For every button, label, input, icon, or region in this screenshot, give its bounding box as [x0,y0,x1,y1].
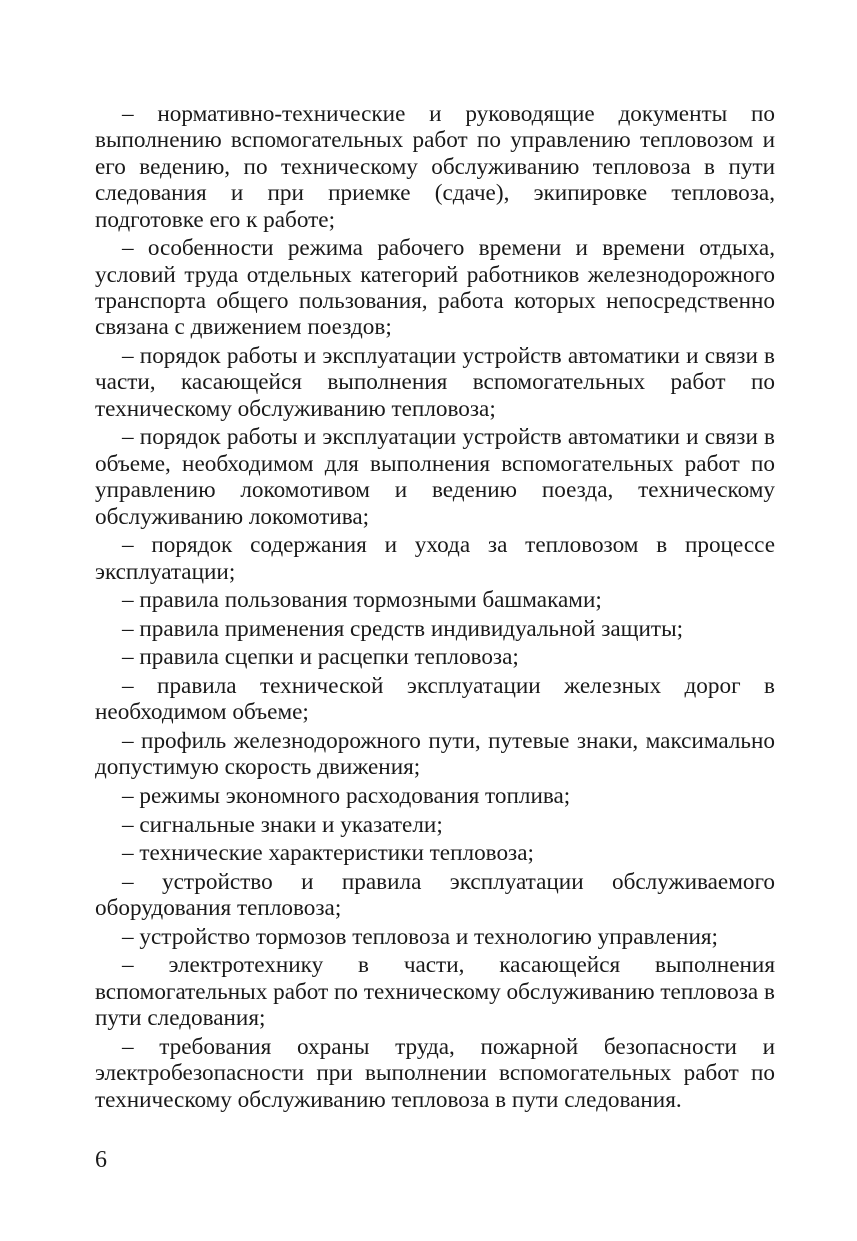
list-item: – порядок содержания и ухода за тепловозом в процессе эксплуатации; [95,532,775,585]
list-item: – устройство и правила эксплуатации обслуживаемого оборудования тепловоза; [95,868,775,922]
list-item: – электротехнику в части, касающейся выполнения вспомогательных работ по техническому обслуживанию тепловоза в пути следования; [95,952,775,1032]
list-item: – нормативно-технические и руководящие документы по выполнению вспомогательных работ по управлению тепловозом и его ведению, по техническому обслуживанию тепловоза в пути следования и при приемке (сдаче), экипировке тепловоза, подготовке его к работе; [95,101,775,233]
list-item: – требования охраны труда, пожарной безопасности и электробезопасности при выполнении вспомогательных работ по техническому обслуживанию тепловоза в пути следования. [95,1033,775,1113]
list-item: – порядок работы и эксплуатации устройств автоматики и связи в объеме, необходимом для выполнения вспомогательных работ по управлению локомотивом и ведению поезда, техническому обслуживанию локомотива; [95,424,775,530]
list-item: – особенности режима рабочего времени и времени отдыха, условий труда отдельных категорий работников железнодорожного транспорта общего пользования, работа которых непосредственно связана с движением поездов; [95,235,775,341]
list-item: – порядок работы и эксплуатации устройств автоматики и связи в части, касающейся выполнения вспомогательных работ по техническому обслуживанию тепловоза; [95,343,775,422]
body-text [95,101,775,1115]
page-number: 6 [95,1147,107,1173]
list-item: – правила пользования тормозными башмаками; [122,587,602,614]
list-item: – режимы экономного расходования топлива; [122,783,571,810]
list-item: – технические характеристики тепловоза; [122,840,534,867]
list-item: – правила применения средств индивидуальной защиты; [122,615,684,642]
list-item: – правила технической эксплуатации железных дорог в необходимом объеме; [95,673,775,726]
list-item: – устройство тормозов тепловоза и технологию управления; [122,923,718,950]
list-item: – сигнальные знаки и указатели; [122,811,443,838]
list-item: – профиль железнодорожного пути, путевые знаки, максимально допустимую скорость движения; [95,728,775,781]
list-item: – правила сцепки и расцепки тепловоза; [122,644,519,671]
